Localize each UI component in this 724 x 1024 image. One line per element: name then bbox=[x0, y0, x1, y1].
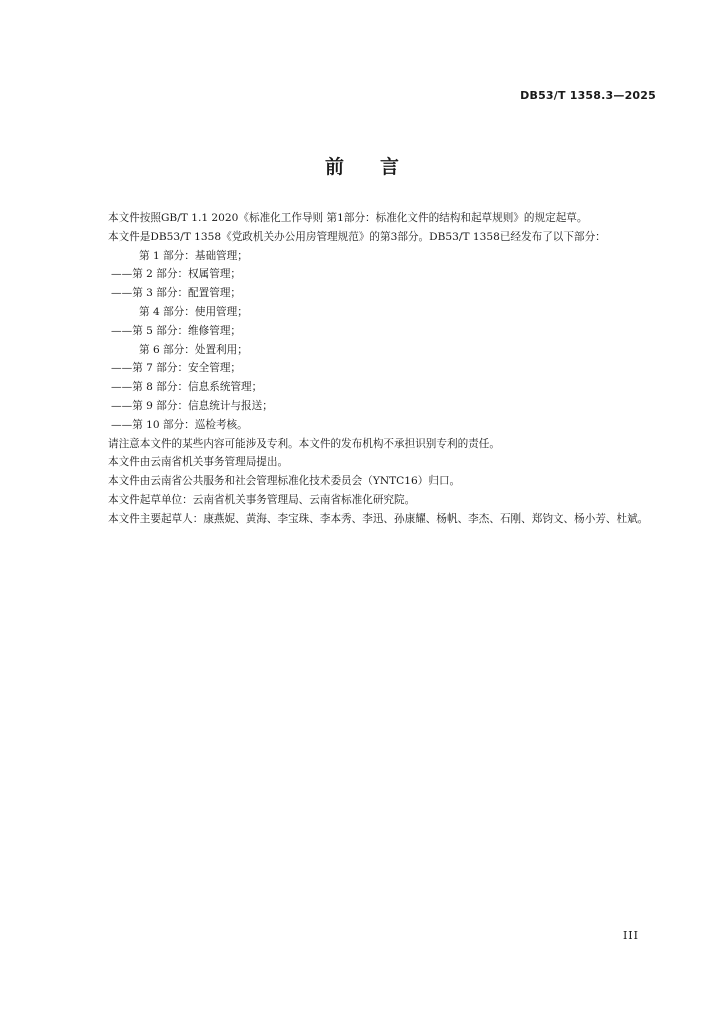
list-item: 第 1 部分：基础管理； bbox=[139, 249, 248, 262]
list-item: 第 4 部分：使用管理； bbox=[139, 305, 248, 318]
list-item: ——第 3 部分：配置管理； bbox=[111, 287, 242, 300]
page-number: III bbox=[622, 929, 639, 942]
paragraph-proposer: 本文件由云南省机关事务管理局提出。 bbox=[108, 456, 289, 469]
parts-list bbox=[87, 247, 663, 435]
paragraph-drafters: 本文件主要起草人：康燕妮、黄海、李宝珠、李本秀、李迅、孙康耀、杨帆、李杰、石刚、郑钧文、杨小芳、杜斌。 bbox=[108, 512, 649, 525]
paragraph-patent-notice: 请注意本文件的某些内容可能涉及专利。本文件的发布机构不承担识别专利的责任。 bbox=[108, 437, 500, 450]
list-item: ——第 9 部分：信息统计与报送； bbox=[111, 399, 273, 412]
paragraph-drafting-basis: 本文件按照GB/T 1.1 2020《标准化工作导则 第1部分：标准化文件的结构和起草规则》的规定起草。 bbox=[108, 212, 588, 224]
list-item: ——第 2 部分：权属管理； bbox=[111, 268, 242, 281]
list-item: ——第 5 部分：维修管理； bbox=[111, 324, 242, 337]
paragraph-drafting-units: 本文件起草单位：云南省机关事务管理局、云南省标准化研究院。 bbox=[108, 493, 416, 506]
paragraph-series-info: 本文件是DB53/T 1358《党政机关办公用房管理规范》的第3部分。DB53/T 1358已经发布了以下部分： bbox=[108, 230, 606, 243]
list-item: ——第 7 部分：安全管理； bbox=[111, 362, 242, 375]
document-code: DB53/T 1358.3—2025 bbox=[520, 89, 656, 102]
list-item: ——第 10 部分：巡检考核。 bbox=[111, 418, 248, 431]
list-item: ——第 8 部分：信息系统管理； bbox=[111, 381, 263, 394]
foreword-body bbox=[87, 209, 663, 529]
paragraph-committee: 本文件由云南省公共服务和社会管理标准化技术委员会（YNTC16）归口。 bbox=[108, 475, 461, 488]
page-title: 前言 bbox=[324, 156, 435, 178]
list-item: 第 6 部分：处置利用； bbox=[139, 343, 248, 356]
